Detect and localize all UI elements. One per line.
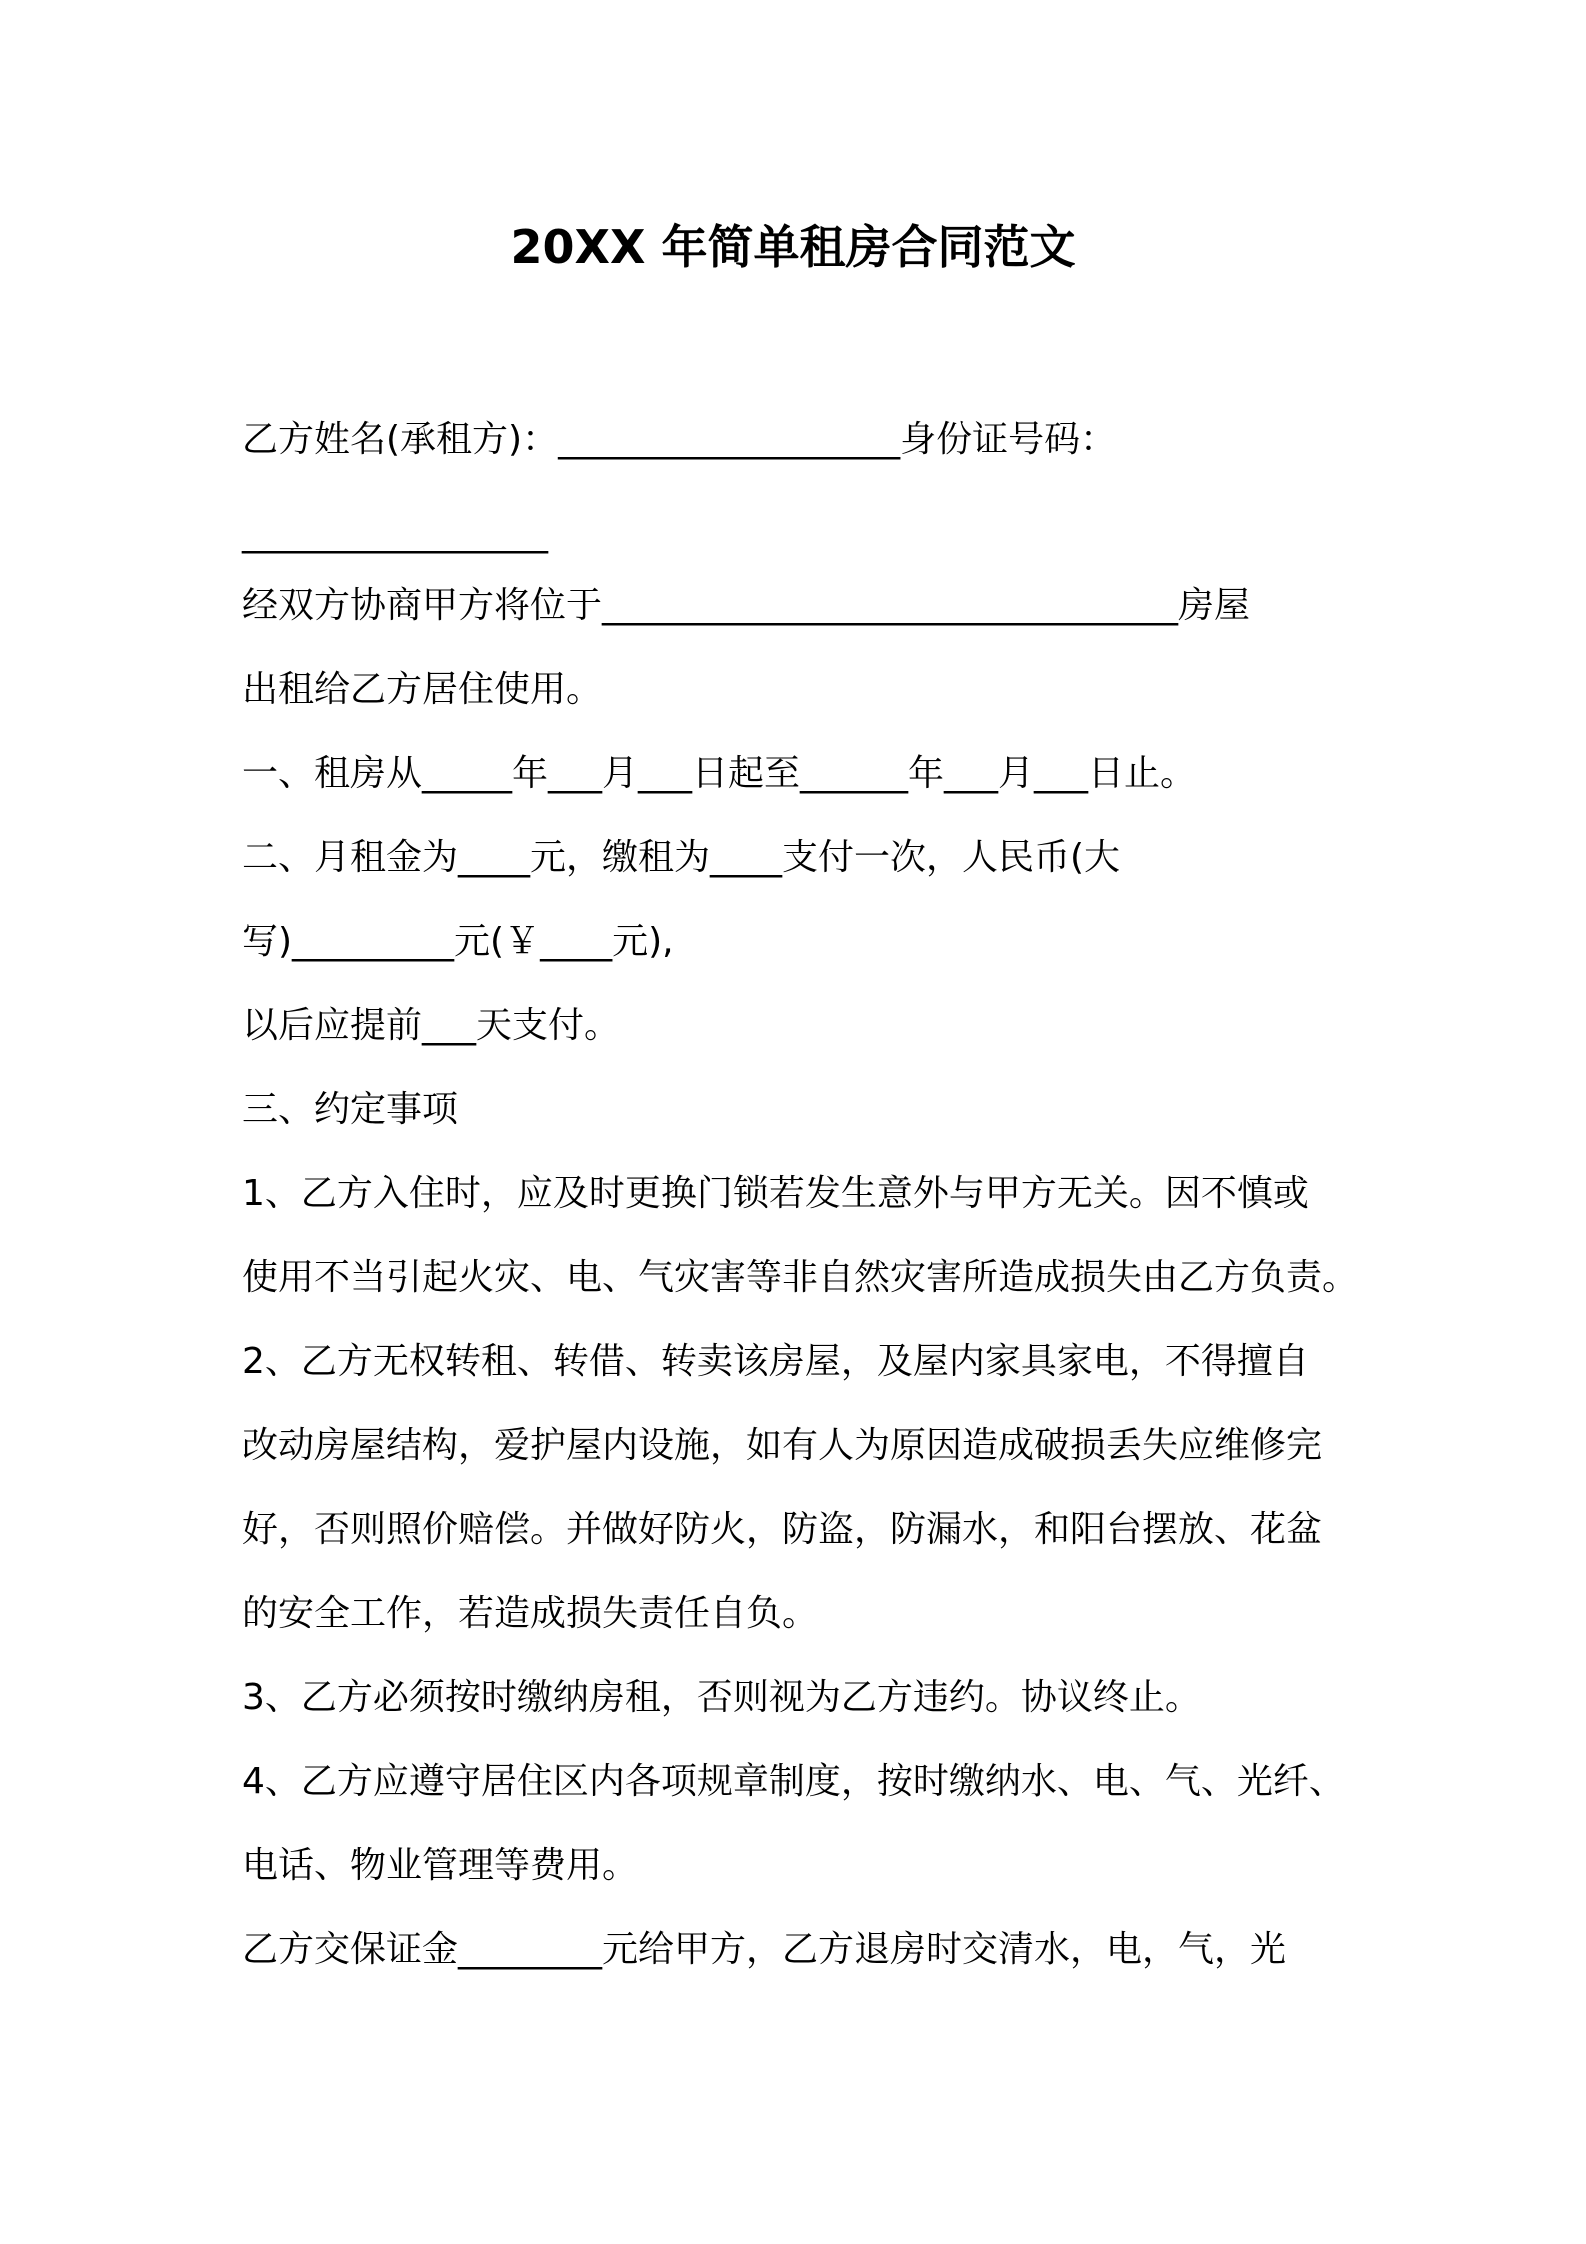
item-1-line-2: 使用不当引起火灾、电、气灾害等非自然灾害所造成损失由乙方负责。 [242, 1257, 1359, 1298]
id-number-blank-line: _________________ [242, 513, 548, 554]
item-4-line-2: 电话、物业管理等费用。 [242, 1845, 639, 1886]
deposit-line: 乙方交保证金________元给甲方，乙方退房时交清水，电，气，光 [242, 1929, 1287, 1970]
property-location-line: 经双方协商甲方将位于________________________________房屋 [242, 585, 1251, 626]
clause-3-heading: 三、约定事项 [242, 1089, 459, 1130]
clause-1-term-line: 一、租房从_____年___月___日起至______年___月___日止。 [242, 753, 1197, 794]
item-2-line-2: 改动房屋结构，爱护屋内设施，如有人为原因造成破损丢失应维修完 [242, 1425, 1323, 1466]
item-2-line-1: 2、乙方无权转租、转借、转卖该房屋，及屋内家具家电，不得擅自 [242, 1341, 1309, 1382]
item-2-line-3: 好，否则照价赔偿。并做好防火，防盗，防漏水，和阳台摆放、花盆 [242, 1509, 1323, 1550]
clause-2-payment-line: 以后应提前___天支付。 [242, 1005, 621, 1046]
item-4-line-1: 4、乙方应遵守居住区内各项规章制度，按时缴纳水、电、气、光纤、 [242, 1761, 1345, 1802]
rental-purpose-line: 出租给乙方居住使用。 [242, 669, 603, 710]
party-b-name-line: 乙方姓名(承租方)：___________________身份证号码： [242, 419, 1117, 460]
item-1-line-1: 1、乙方入住时，应及时更换门锁若发生意外与甲方无关。因不慎或 [242, 1173, 1309, 1214]
item-3-line: 3、乙方必须按时缴纳房租，否则视为乙方违约。协议终止。 [242, 1677, 1201, 1718]
clause-2-amount-line: 写)_________元(￥____元), [242, 921, 674, 962]
document-title: 20XX 年简单租房合同范文 [510, 220, 1076, 274]
clause-2-rent-line: 二、月租金为____元，缴租为____支付一次，人民币(大 [242, 837, 1121, 878]
item-2-line-4: 的安全工作，若造成损失责任自负。 [242, 1593, 819, 1634]
